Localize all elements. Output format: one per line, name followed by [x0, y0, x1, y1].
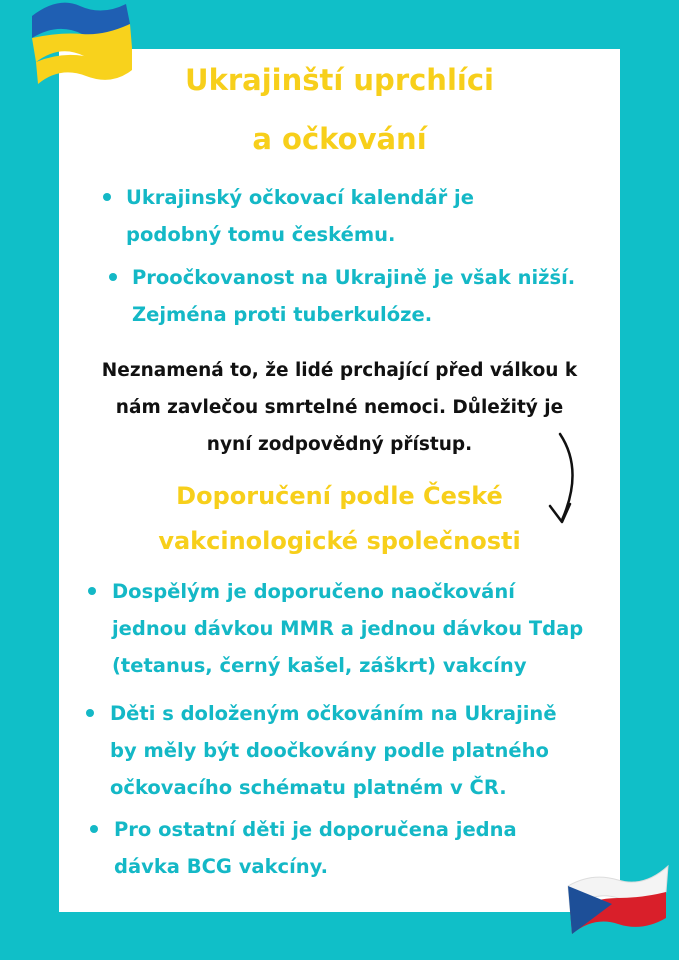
note-text: Neznamená to, že lidé prchající před válkou k nám zavlečou smrtelné nemoci. Důležitý je nyní zodpovědný přístup.: [101, 360, 578, 455]
page-title-line-2: a očkování: [252, 122, 427, 156]
recommend-bullet-1: Dospělým je doporučeno naočkování jednou dávkou MMR a jednou dávkou Tdap (tetanus, černý kašel, záškrt) vakcíny: [112, 580, 584, 677]
intro-bullet-1: Ukrajinský očkovací kalendář je podobný tomu českému.: [126, 186, 474, 246]
recommend-bullet-2: Děti s doloženým očkováním na Ukrajině by měly být doočkovány podle platného očkovacího schématu platném v ČR.: [110, 702, 557, 799]
bullet-dot: [88, 587, 96, 595]
bullet-dot: [109, 273, 117, 281]
page-title-line-1: Ukrajinští uprchlíci: [185, 63, 494, 97]
recommendation-heading: Doporučení podle České vakcinologické společnosti: [158, 482, 521, 555]
bullet-dot: [86, 709, 94, 717]
czech-flag-icon: [562, 852, 672, 936]
bullet-dot: [90, 825, 98, 833]
bullet-dot: [103, 193, 111, 201]
intro-bullet-2: Proočkovanost na Ukrajině je však nižší. Zejména proti tuberkulóze.: [132, 266, 576, 326]
recommend-bullet-3: Pro ostatní děti je doporučena jedna dávka BCG vakcíny.: [114, 818, 517, 878]
